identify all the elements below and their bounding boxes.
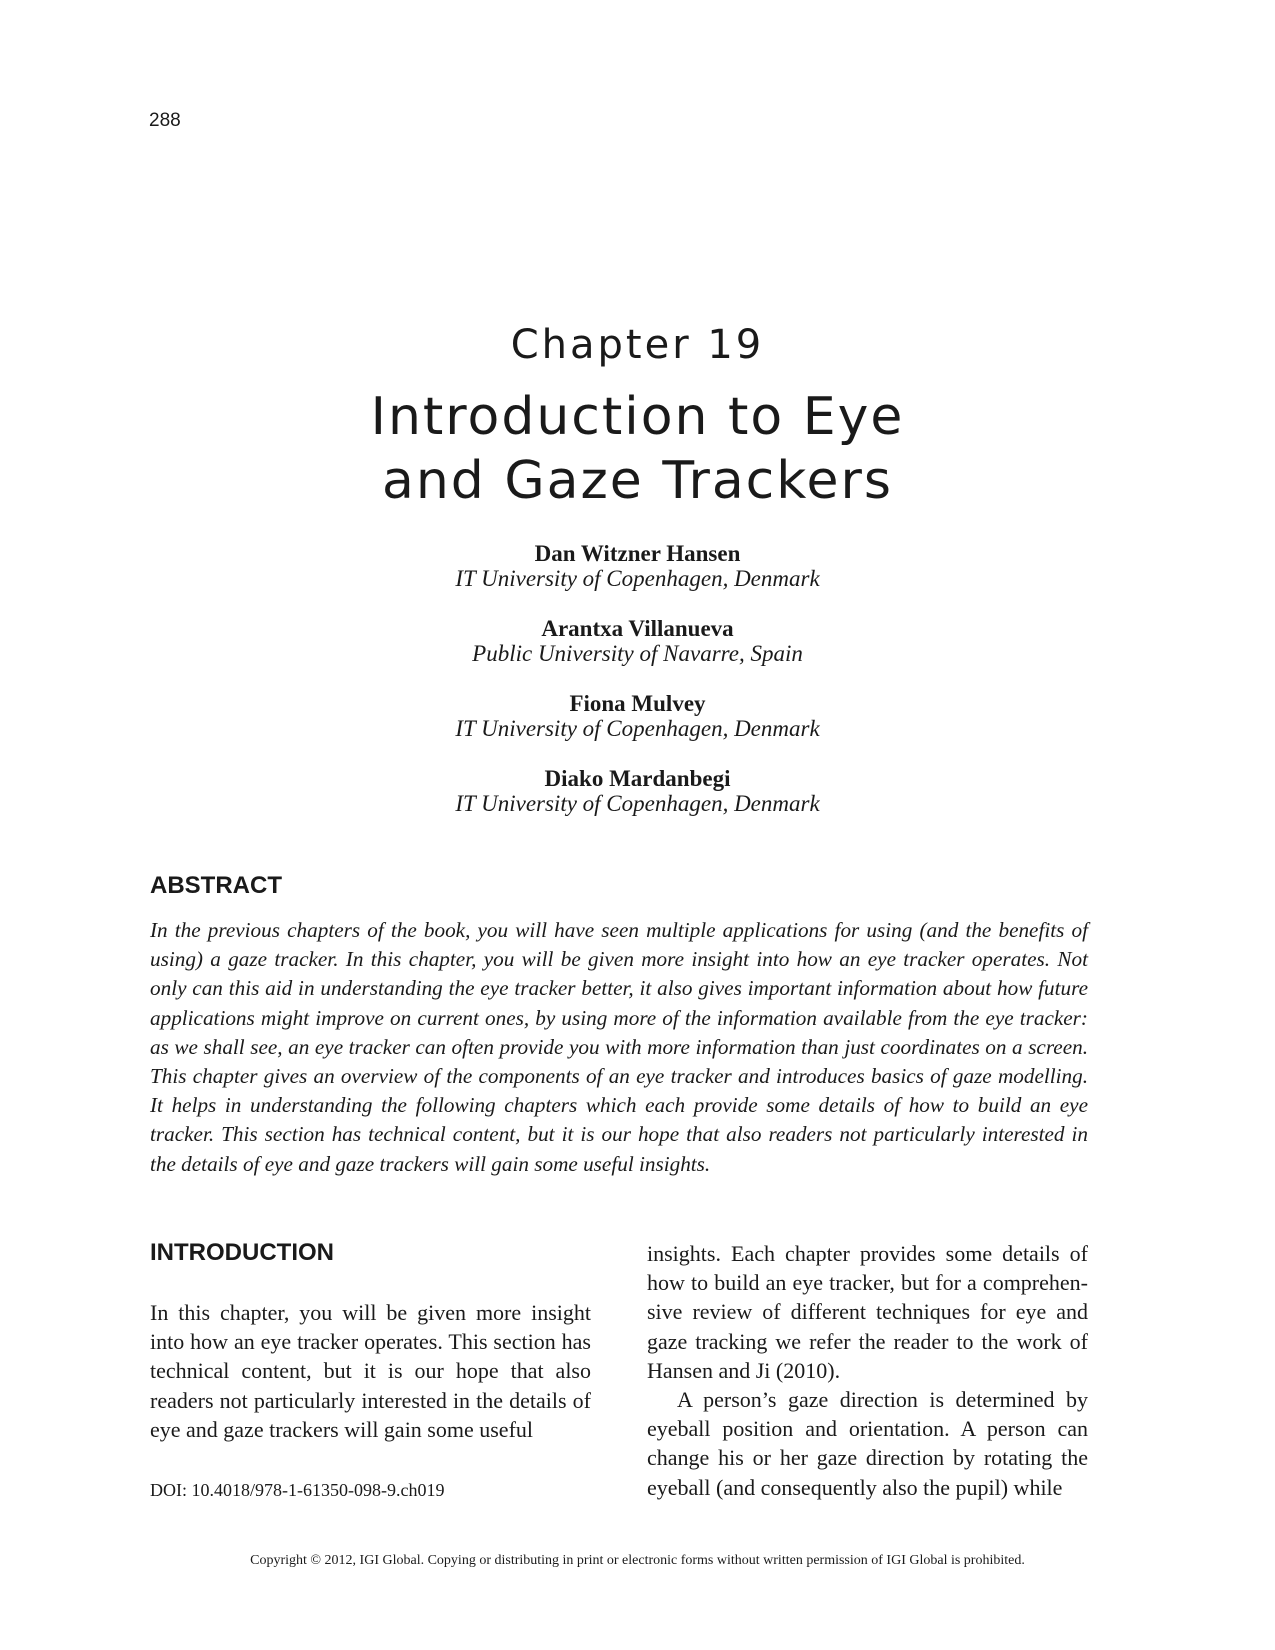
chapter-title-line-2: and Gaze Trackers xyxy=(381,451,893,511)
author-affiliation: IT University of Copenhagen, Denmark xyxy=(455,566,820,591)
chapter-title-line-1: Introduction to Eye xyxy=(370,387,905,447)
author-affiliation: IT University of Copenhagen, Denmark xyxy=(455,791,820,816)
author-list xyxy=(0,541,1275,841)
body-paragraph: insights. Each chapter provides some details of how to build an eye tracker, but for a comprehensive review of different techniques for eye and gaze tracking we refer the reader to the work of Hansen and Ji (2010). xyxy=(647,1241,1088,1383)
introduction-heading: INTRODUCTION xyxy=(150,1239,334,1266)
chapter-title xyxy=(0,385,1275,513)
introduction-right-column xyxy=(647,1239,1088,1502)
page-number: 288 xyxy=(149,110,181,131)
author-block xyxy=(0,691,1275,741)
author-block xyxy=(0,766,1275,816)
body-paragraph: A person’s gaze direction is determined by eyeball position and orientation. A person can change his or her gaze direction by rotating the eyeball (and consequently also the pupil) while xyxy=(647,1387,1088,1500)
author-affiliation: IT University of Copenhagen, Denmark xyxy=(455,716,820,741)
author-block xyxy=(0,541,1275,591)
abstract-text: In the previous chapters of the book, you will have seen multiple applications for using (and the benefits of using) a gaze tracker. In this chapter, you will be given more insight into how an eye tracker operates. Not only can this aid in understanding the eye tracker better, it also gives important information about how future applications might improve on current ones, by using more of the information available from the eye tracker: as we shall see, an eye tracker can often provide you with more information than just coordinates on a screen. This chapter gives an overview of the components of an eye tracker and introduces basics of gaze modelling. It helps in understanding the following chapters which each provide some details of how to build an eye tracker. This section has technical content, but it is our hope that also readers not particularly interested in the details of eye and gaze trackers will gain some useful insights. xyxy=(150,918,1088,1176)
doi: DOI: 10.4018/978-1-61350-098-9.ch019 xyxy=(150,1480,445,1500)
author-name: Dan Witzner Hansen xyxy=(534,541,741,566)
copyright-notice: Copyright © 2012, IGI Global. Copying or distributing in print or electronic forms without written permission of IGI Global is prohibited. xyxy=(250,1553,1025,1568)
abstract-heading: ABSTRACT xyxy=(150,872,282,899)
author-name: Fiona Mulvey xyxy=(569,691,706,716)
author-block xyxy=(0,616,1275,666)
author-name: Diako Mardanbegi xyxy=(544,766,731,791)
author-affiliation: Public University of Navarre, Spain xyxy=(472,641,803,666)
introduction-left-column: In this chapter, you will be given more insight into how an eye tracker operates. This section has technical content, but it is our hope that also readers not particularly interested in the details of eye and gaze trackers will gain some useful xyxy=(150,1300,591,1442)
chapter-label: Chapter 19 xyxy=(510,322,765,368)
author-name: Arantxa Villanueva xyxy=(541,616,734,641)
